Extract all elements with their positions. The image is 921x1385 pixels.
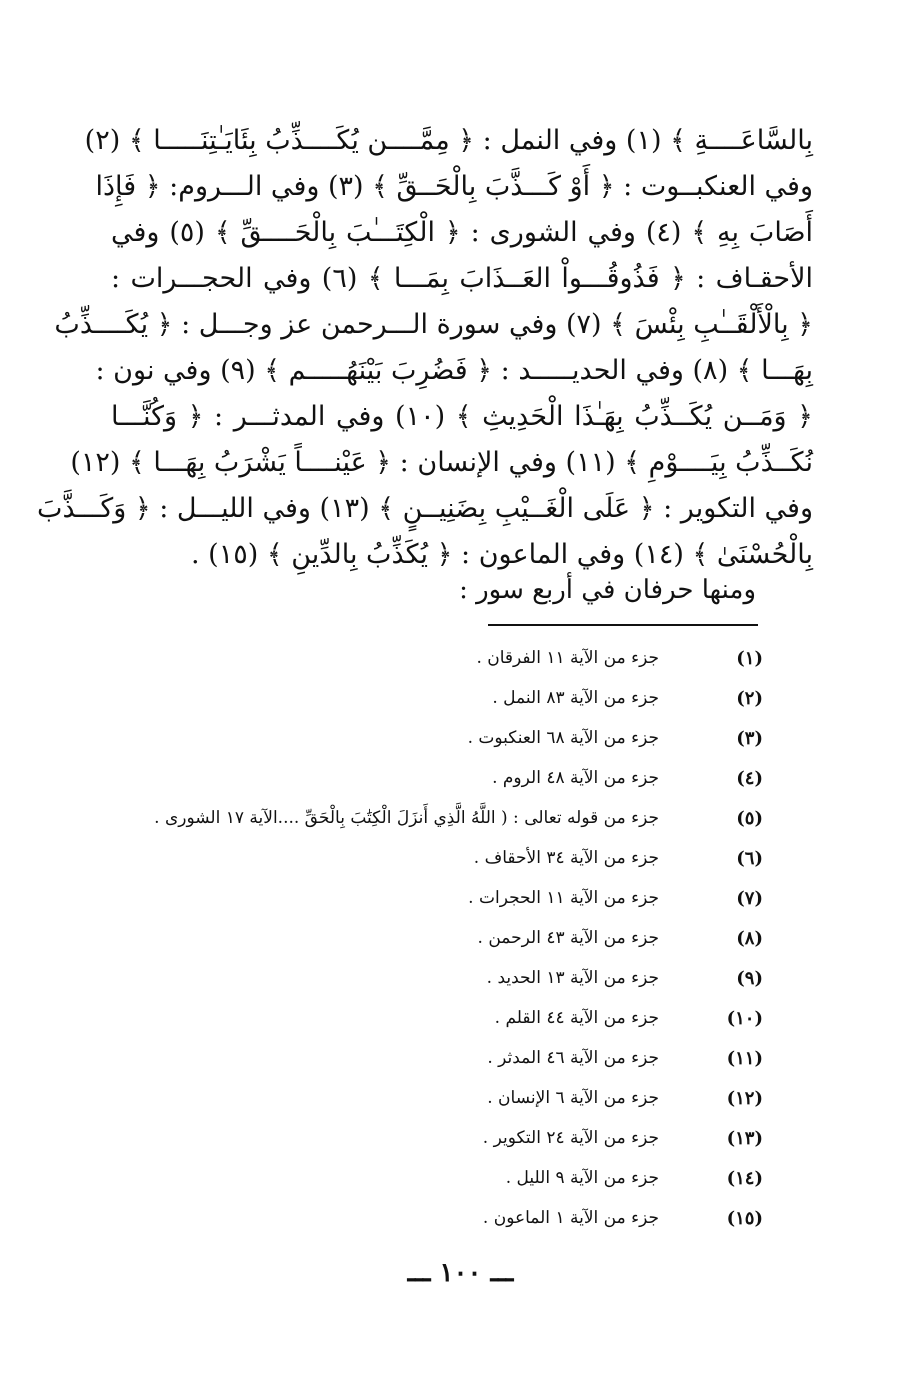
footnotes — [0, 642, 921, 1242]
footnote-text: جزء من الآية ٢٤ التكوير . — [482, 1128, 659, 1148]
footnote — [0, 962, 921, 1002]
footnote-text: جزء من الآية ١١ الحجرات . — [468, 888, 659, 908]
footnote-number: (٥) — [736, 808, 763, 829]
footnote-number: (٤) — [736, 768, 763, 789]
footnote-text: جزء من الآية ٤٣ الرحمن . — [477, 928, 659, 948]
footnote — [0, 1002, 921, 1042]
footnote — [0, 882, 921, 922]
footnote-number: (١٠) — [726, 1008, 763, 1029]
text-line-8: نُكَــذِّبُ بِيَــــوْمِ ﴾ (١١) وفي الإنسان : ﴿ عَيْنــــاً يَشْرَبُ بِهَـــا ﴾ (١٢) — [70, 447, 813, 478]
footnote-number: (١١) — [726, 1048, 763, 1069]
footnote — [0, 1122, 921, 1162]
text-line-10: بِالْحُسْنَىٰ ﴾ (١٤) وفي الماعون : ﴿ يُكَذِّبُ بِالدِّينِ ﴾ (١٥) . — [191, 539, 813, 570]
text-line-6: بِهَـــا ﴾ (٨) وفي الحديـــــد : ﴿ فَضُرِبَ بَيْنَهُـــــم ﴾ (٩) وفي نون : — [95, 355, 813, 386]
footnote-number: (١٤) — [726, 1168, 763, 1189]
footnote-number: (٧) — [736, 888, 763, 909]
footnote-number: (٢) — [736, 688, 763, 709]
footnote-number: (١) — [736, 648, 763, 669]
section-subheading: ومنها حرفان في أربع سور : — [459, 575, 756, 605]
footnote-number: (٨) — [736, 928, 763, 949]
footnote-text: جزء من الآية ٤٨ الروم . — [492, 768, 659, 788]
footnote-number: (٣) — [736, 728, 763, 749]
text-line-3: أَصَابَ بِهِ ﴾ (٤) وفي الشورى : ﴿ الْكِتَـــٰبَ بِالْحَــــقِّ ﴾ (٥) وفي — [111, 217, 813, 248]
footnote — [0, 1162, 921, 1202]
text-line-1: بِالسَّاعَــــةِ ﴾ (١) وفي النمل : ﴿ مِمَّــــن يُكَــــذِّبُ بِئَايَـٰتِنَـــــا ﴾ (٢) — [84, 125, 813, 156]
footnote-text: جزء من الآية ١ الماعون . — [482, 1208, 659, 1228]
footnote-text: جزء من الآية ٦ الإنسان . — [487, 1088, 659, 1108]
main-text — [37, 118, 814, 578]
text-line-2: وفي العنكبــوت : ﴿ أَوْ كَـــذَّبَ بِالْحَــقِّ ﴾ (٣) وفي الـــروم: ﴿ فَإِذَا — [95, 171, 813, 202]
footnote-number: (٦) — [736, 848, 763, 869]
footnote — [0, 682, 921, 722]
footnote-text: جزء من قوله تعالى : ( اللَّهُ الَّذِي أَنزَلَ الْكِتَٰبَ بِالْحَقِّ ....الآية ١٧ الشورى . — [154, 808, 659, 828]
footnote — [0, 1202, 921, 1242]
footnote-number: (١٣) — [726, 1128, 763, 1149]
text-line-5: ﴿ بِالْأَلْقَــٰبِ بِئْسَ ﴾ (٧) وفي سورة الـــرحمن عز وجـــل : ﴿ يُكَــــذِّبُ — [54, 309, 813, 340]
footnote — [0, 1042, 921, 1082]
footnote-number: (٩) — [736, 968, 763, 989]
footnote-text: جزء من الآية ٩ الليل . — [505, 1168, 659, 1188]
footnote-text: جزء من الآية ١٣ الحديد . — [486, 968, 659, 988]
page-number: ـــ ١٠٠ ـــ — [407, 1258, 514, 1288]
text-line-9: وفي التكوير : ﴿ عَلَى الْغَــيْبِ بِضَنِيــنٍ ﴾ (١٣) وفي الليـــل : ﴿ وَكَـــذَّبَ — [37, 493, 813, 524]
footnote-text: جزء من الآية ٣٤ الأحقاف . — [473, 848, 659, 868]
footnote — [0, 922, 921, 962]
footnote-text: جزء من الآية ٤٦ المدثر . — [487, 1048, 659, 1068]
footnote-number: (١٥) — [726, 1208, 763, 1229]
footnote — [0, 722, 921, 762]
footnote-separator-rule — [488, 624, 758, 626]
footnote-text: جزء من الآية ٤٤ القلم . — [494, 1008, 659, 1028]
text-line-4: الأحقـاف : ﴿ فَذُوقُـــواْ العَــذَابَ بِمَـــا ﴾ (٦) وفي الحجـــرات : — [111, 263, 813, 294]
footnote — [0, 642, 921, 682]
footnote-number: (١٢) — [726, 1088, 763, 1109]
footnote — [0, 762, 921, 802]
footnote — [0, 802, 921, 842]
footnote-text: جزء من الآية ١١ الفرقان . — [476, 648, 659, 668]
footnote — [0, 1082, 921, 1122]
footnote-text: جزء من الآية ٦٨ العنكبوت . — [467, 728, 659, 748]
text-line-7: ﴿ وَمَــن يُكَــذِّبُ بِهَـٰذَا الْحَدِيثِ ﴾ (١٠) وفي المدثـــر : ﴿ وَكُنَّـــا — [111, 401, 814, 432]
footnote — [0, 842, 921, 882]
footnote-text: جزء من الآية ٨٣ النمل . — [492, 688, 659, 708]
